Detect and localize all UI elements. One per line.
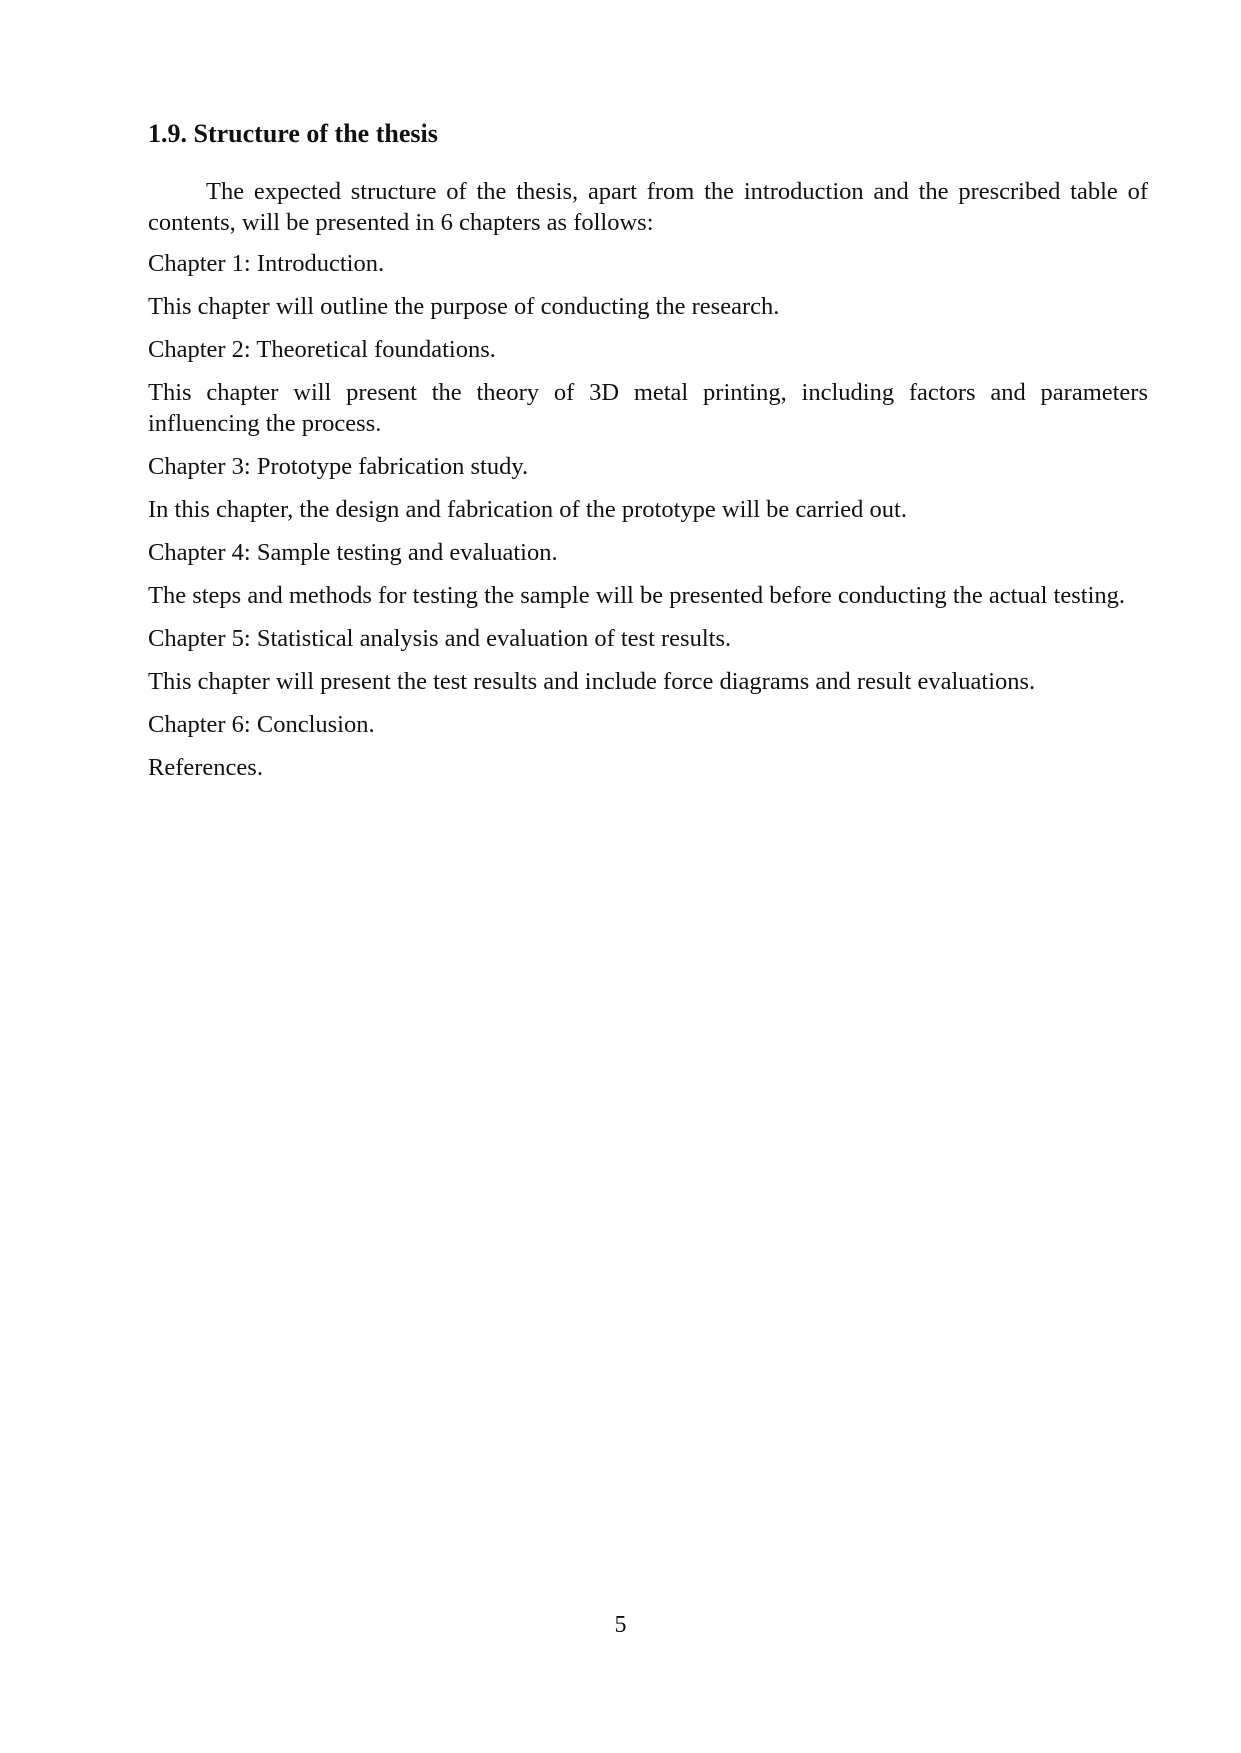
- chapter-2-description: This chapter will present the theory of 3D metal printing, including factors and parameters influencing the process.: [148, 379, 1148, 437]
- chapter-5-title: Chapter 5: Statistical analysis and evaluation of test results.: [148, 625, 732, 652]
- chapter-5-description: This chapter will present the test results and include force diagrams and result evaluations.: [148, 668, 1036, 695]
- page-number: 5: [614, 1612, 627, 1638]
- document-page: [148, 118, 1148, 795]
- chapter-1-title: Chapter 1: Introduction.: [148, 250, 385, 277]
- chapter-2-title: Chapter 2: Theoretical foundations.: [148, 336, 496, 363]
- chapter-6-title: Chapter 6: Conclusion.: [148, 711, 375, 738]
- chapter-1-description: This chapter will outline the purpose of conducting the research.: [148, 293, 780, 320]
- chapter-3-title: Chapter 3: Prototype fabrication study.: [148, 453, 529, 480]
- chapter-4-title: Chapter 4: Sample testing and evaluation.: [148, 539, 558, 566]
- references-line: References.: [148, 754, 263, 781]
- intro-paragraph: The expected structure of the thesis, apart from the introduction and the prescribed table of contents, will be presented in 6 chapters as follows:: [148, 178, 1148, 236]
- chapter-4-description: The steps and methods for testing the sample will be presented before conducting the actual testing.: [148, 582, 1125, 609]
- chapter-3-description: In this chapter, the design and fabrication of the prototype will be carried out.: [148, 496, 907, 523]
- section-heading: 1.9. Structure of the thesis: [148, 119, 438, 148]
